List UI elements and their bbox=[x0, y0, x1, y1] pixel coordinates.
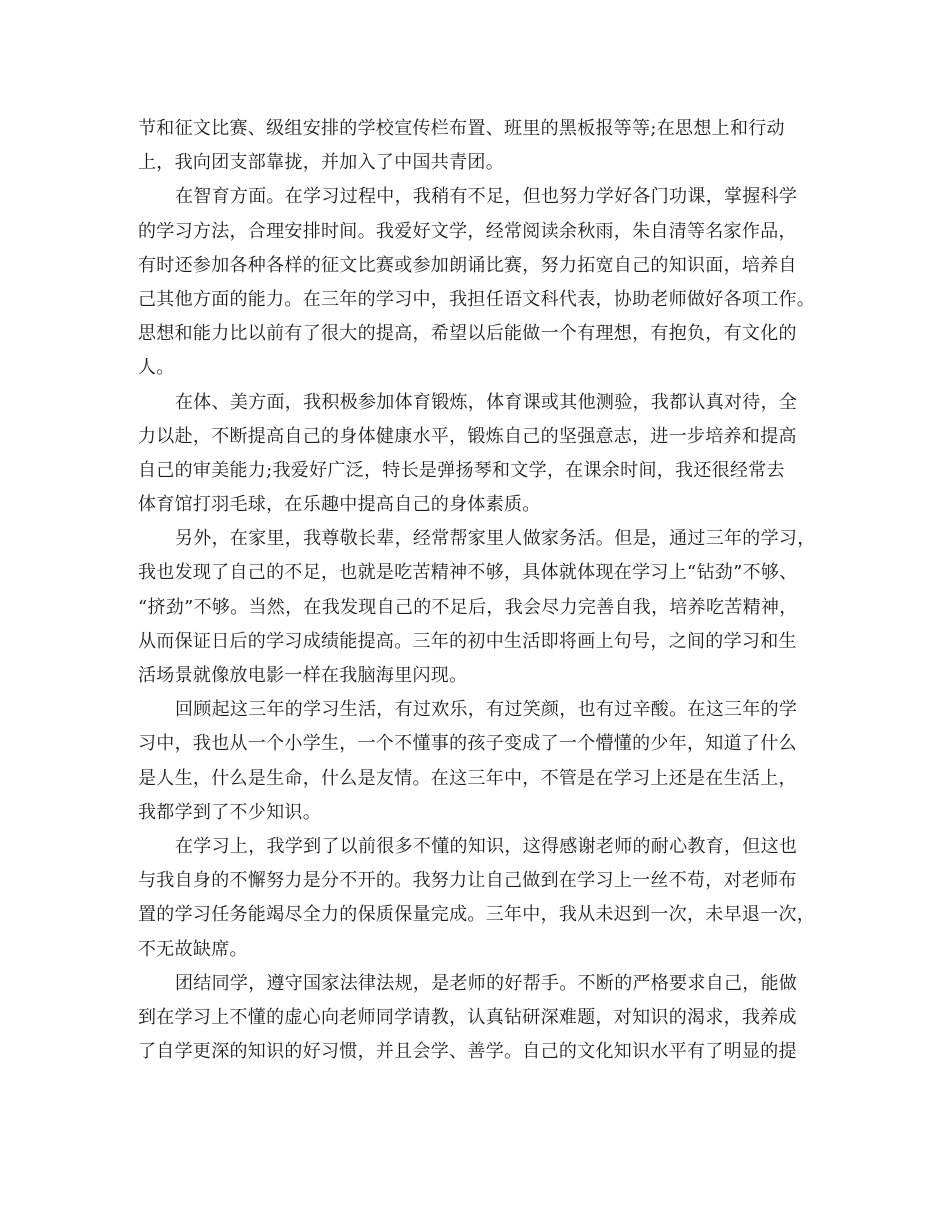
text-line: 的学习方法，合理安排时间。我爱好文学，经常阅读余秋雨，朱自清等名家作品， bbox=[138, 220, 797, 242]
text-line: 了自学更深的知识的好习惯，并且会学、善学。自己的文化知识水平有了明显的提 bbox=[138, 1041, 797, 1063]
text-line: 回顾起这三年的学习生活，有过欢乐，有过笑颜，也有过辛酸。在这三年的学 bbox=[175, 699, 798, 721]
text-line: 另外，在家里，我尊敬长辈，经常帮家里人做家务活。但是，通过三年的学习， bbox=[175, 528, 816, 550]
text-line: 到在学习上不懂的虚心向老师同学请教，认真钻研深难题，对知识的渴求，我养成 bbox=[138, 1006, 797, 1028]
text-line: 我也发现了自己的不足，也就是吃苦精神不够，具体就体现在学习上“钻劲”不够、 bbox=[138, 562, 798, 584]
document-body bbox=[138, 112, 818, 1069]
text-line: 体育馆打羽毛球，在乐趣中提高自己的身体素质。 bbox=[138, 494, 541, 516]
text-line: 团结同学，遵守国家法律法规，是老师的好帮手。不断的严格要求自己，能做 bbox=[175, 972, 798, 994]
text-line: 是人生，什么是生命，什么是友情。在这三年中，不管是在学习上还是在生活上， bbox=[138, 767, 797, 789]
text-line: 己其他方面的能力。在三年的学习中，我担任语文科代表，协助老师做好各项工作。 bbox=[138, 288, 816, 310]
text-line: 在智育方面。在学习过程中，我稍有不足，但也努力学好各门功课，掌握科学 bbox=[175, 186, 798, 208]
text-line: 节和征文比赛、级组安排的学校宣传栏布置、班里的黑板报等等;在思想上和行动 bbox=[138, 118, 785, 139]
text-line: 上，我向团支部靠拢，并加入了中国共青团。 bbox=[138, 152, 504, 174]
text-line: 习中，我也从一个小学生，一个不懂事的孩子变成了一个懵懂的少年，知道了什么 bbox=[138, 733, 797, 755]
text-line: 从而保证日后的学习成绩能提高。三年的初中生活即将画上句号，之间的学习和生 bbox=[138, 630, 797, 652]
text-line: 我都学到了不少知识。 bbox=[138, 801, 321, 823]
text-line: 在体、美方面，我积极参加体育锻炼，体育课或其他测验，我都认真对待，全 bbox=[175, 391, 798, 413]
text-line: 自己的审美能力;我爱好广泛，特长是弹扬琴和文学，在课余时间，我还很经常去 bbox=[138, 459, 785, 481]
text-line: 在学习上，我学到了以前很多不懂的知识，这得感谢老师的耐心教育，但这也 bbox=[175, 835, 798, 857]
text-line: 人。 bbox=[138, 357, 175, 379]
text-line: 活场景就像放电影一样在我脑海里闪现。 bbox=[138, 665, 468, 686]
text-line: “挤劲”不够。当然，在我发现自己的不足后，我会尽力完善自我，培养吃苦精神， bbox=[138, 596, 798, 618]
text-line: 思想和能力比以前有了很大的提高，希望以后能做一个有理想，有抱负，有文化的 bbox=[138, 323, 797, 345]
text-line: 不无故缺席。 bbox=[138, 938, 248, 960]
text-line: 力以赴，不断提高自己的身体健康水平，锻炼自己的坚强意志，进一步培养和提高 bbox=[138, 425, 797, 447]
text-line: 与我自身的不懈努力是分不开的。我努力让自己做到在学习上一丝不苟，对老师布 bbox=[138, 870, 797, 892]
text-line: 置的学习任务能竭尽全力的保质保量完成。三年中，我从未迟到一次，未早退一次， bbox=[138, 904, 816, 926]
text-line: 有时还参加各种各样的征文比赛或参加朗诵比赛，努力拓宽自己的知识面，培养自 bbox=[138, 254, 797, 276]
